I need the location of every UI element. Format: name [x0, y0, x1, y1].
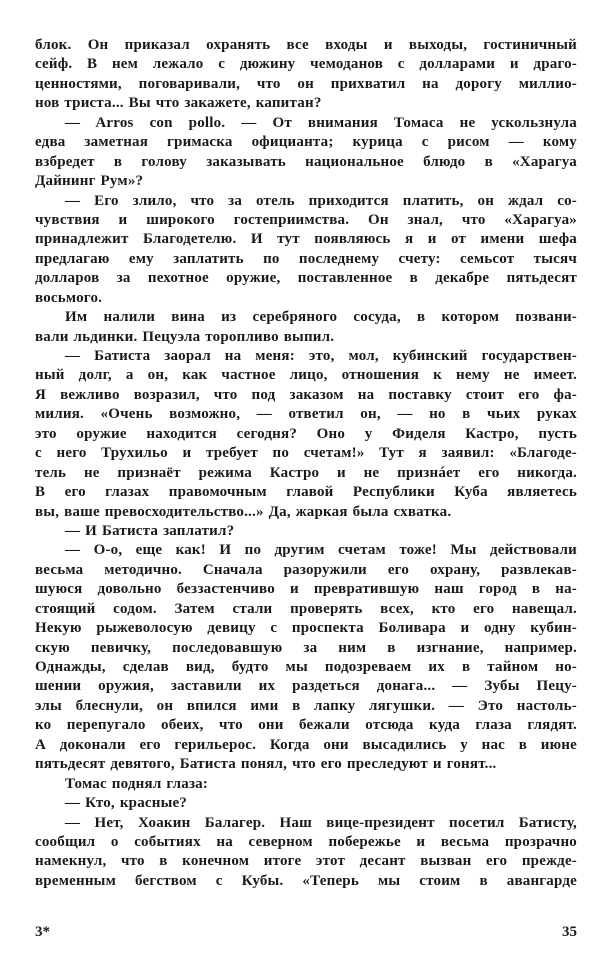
text-line: это оружие находится сегодня? Оно у Фиделя Кастро, пусть — [35, 425, 577, 442]
text-line: — Батиста заорал на меня: это, мол, кубинский государствен- — [65, 348, 577, 364]
text-line: долларов за пехотное оружие, поставленное в декабре пятьдесят — [35, 270, 577, 287]
text-line: сейф. В нем лежало с дюжину чемоданов с долларами и драго- — [35, 56, 577, 73]
text-line: с него Трухильо и требует по счетам!» Тут я заявил: «Благоде- — [35, 445, 577, 462]
text-line: — Кто, красные? — [65, 795, 188, 812]
paragraph — [35, 775, 577, 794]
text-line: Однажды, сделав вид, будто мы подозреваем их в тайном но- — [35, 659, 577, 675]
text-line: нов триста... Вы что закажете, капитан? — [35, 95, 322, 112]
text-line: принадлежит Благодетелю. И тут появляюсь я и от имени шефа — [35, 231, 577, 248]
page-number: 35 — [562, 924, 577, 940]
text-line: — И Батиста заплатил? — [65, 522, 235, 539]
text-line: восьмого. — [35, 289, 103, 306]
text-line: едва заметная гримаска официанта; курица с рисом — кому — [35, 134, 577, 151]
text-line: — Arros con pollo. — От внимания Томаса не ускользнула — [65, 114, 577, 131]
text-line: блок. Он приказал охранять все входы и выходы, гостиничный — [35, 37, 577, 53]
text-line: Томас поднял глаза: — [65, 775, 209, 792]
paragraph — [35, 114, 577, 192]
text-line: шуюся довольно беззастенчиво и превратившую наш город в на- — [35, 581, 577, 598]
paragraph — [35, 541, 577, 774]
paragraph — [35, 347, 577, 522]
paragraph — [35, 36, 577, 114]
text-line: стоящий содом. Затем стали проверять всех, кто его навещал. — [35, 600, 577, 617]
paragraph — [35, 192, 577, 309]
text-line: намекнул, что в конечном итоге этот десант вызван его прежде- — [35, 853, 577, 870]
text-line: милия. «Очень возможно, — ответил он, — но в чьих руках — [35, 406, 577, 423]
text-line: А доконали его герильерос. Когда они высадились у нас в июне — [35, 736, 577, 753]
text-line: шении оружия, заставили их раздеться донага... — Зубы Пецу- — [35, 678, 577, 695]
text-line: — Нет, Хоакин Балагер. Наш вице-президент посетил Батисту, — [65, 814, 577, 831]
text-line: вали льдинки. Пецуэла торопливо выпил. — [35, 328, 335, 345]
text-line: временным бегством с Кубы. «Теперь мы стоим в авангарде — [35, 872, 577, 889]
text-line: предлагаю ему заплатить по последнему счету: семьсот тысяч — [35, 250, 577, 267]
paragraph — [35, 522, 577, 541]
text-line: Дайнинг Рум»? — [35, 173, 144, 190]
text-line: тель не признаёт режима Кастро и не признáет его никогда. — [35, 464, 577, 481]
text-line: чувствия и широкого гостеприимства. Он знал, что «Харагуа» — [35, 211, 577, 228]
signature-mark: 3* — [35, 924, 50, 940]
text-line: Я вежливо возразил, что под заказом на поставку стоит его фа- — [35, 386, 577, 403]
page-body — [35, 36, 577, 891]
text-line: ценностями, поговаривали, что он прихватил на дорогу миллио- — [35, 75, 577, 92]
text-line: элы блеснули, он впился ими в лапку лягушки. — Это настоль- — [35, 697, 577, 714]
text-line: вы, ваше превосходительство...» Да, жаркая была схватка. — [35, 503, 452, 520]
text-line: Некую рыжеволосую девицу с проспекта Боливара и одну кубин- — [35, 620, 577, 637]
text-line: взбредет в голову заказывать национальное блюдо в «Харагуа — [35, 153, 577, 170]
paragraph — [35, 794, 577, 813]
text-line: скую певичку, последовавшую за ним в изгнание, например. — [35, 639, 577, 656]
text-line: — Его злило, что за отель приходится платить, он ждал со- — [65, 192, 577, 209]
paragraph — [35, 814, 577, 892]
text-line: сообщил о событиях на северном побережье и весьма прозрачно — [35, 833, 577, 850]
text-line: пятьдесят девятого, Батиста понял, что его преследуют и гонят... — [35, 756, 497, 773]
text-line: Им налили вина из серебряного сосуда, в котором позвани- — [65, 309, 577, 326]
text-line: ко перепугало обеих, что они бежали отсюда куда глаза глядят. — [35, 717, 577, 734]
text-line: весьма методично. Сначала разоружили его охрану, развлекав- — [35, 561, 577, 578]
paragraph — [35, 308, 577, 347]
text-line: ный долг, а он, как частное лицо, отношения к нему не имеет. — [35, 367, 577, 384]
text-line: В его глазах правомочным главой Республики Куба являетесь — [35, 484, 577, 501]
text-line: — О-о, еще как! И по другим счетам тоже! Мы действовали — [65, 542, 577, 559]
